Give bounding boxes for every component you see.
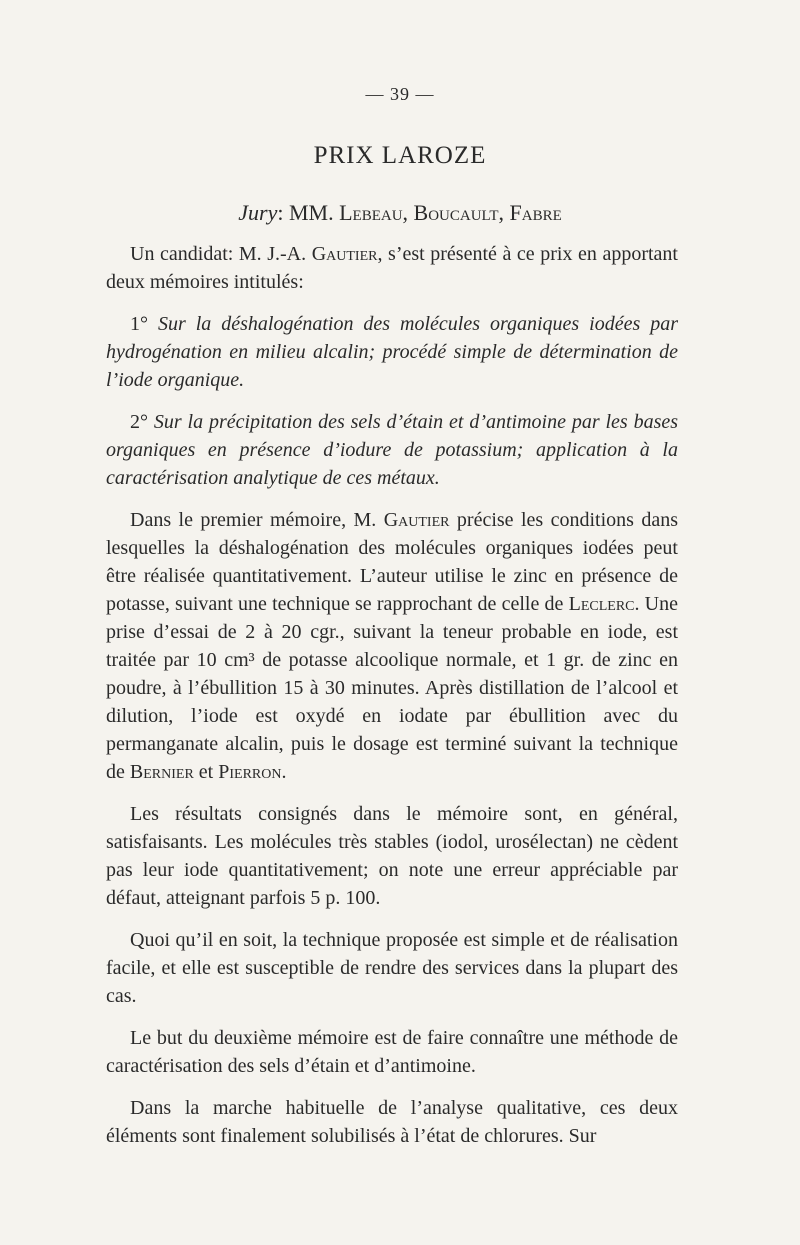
- author-name: Gautier: [311, 243, 378, 265]
- jury-line: Jury: MM. Lebeau, Boucault, Fabre: [238, 200, 562, 225]
- jury-label: Jury: [238, 200, 278, 225]
- paragraph-conclusion: Quoi qu’il en soit, la technique proposée est simple et de réalisation facile, et elle est susceptible de rendre des services dans la plupart des cas.: [106, 929, 678, 1007]
- memoir-1-title: 1° Sur la déshalogénation des molécules organiques iodées par hydrogénation en milieu alcalin; procédé simple de détermination de l’iode organique.: [106, 313, 679, 391]
- jury-member: Lebeau: [339, 200, 403, 225]
- page-number: — 39 —: [365, 84, 435, 104]
- paragraph-first-memoir: Dans le premier mémoire, M. Gautier précise les conditions dans lesquelles la déshalogénation des molécules organiques iodées peut être réalisée quantitativement. L’auteur utilise le zinc en présence de potasse, suivant une technique se rapprochant de celle de Leclerc. Une prise d’essai de 2 à 20 cgr., suivant la teneur probable en iode, est traitée par 10 cm³ de potasse alcoolique normale, et 1 gr. de zinc en poudre, à l’ébullition 15 à 30 minutes. Après distillation de l’alcool et dilution, l’iode est oxydé en iodate par ébullition avec du permanganate alcalin, puis le dosage est terminé suivant la technique de Bernier et Pierron.: [106, 509, 679, 783]
- intro-paragraph: Un candidat: M. J.-A. Gautier, s’est présenté à ce prix en apportant deux mémoires intitulés:: [106, 243, 678, 293]
- memoir-2-title: 2° Sur la précipitation des sels d’étain et d’antimoine par les bases organiques en présence d’iodure de potassium; application à la caractérisation analytique de ces métaux.: [106, 411, 679, 489]
- paragraph-analysis: Dans la marche habituelle de l’analyse qualitative, ces deux éléments sont finalement solubilisés à l’état de chlorures. Sur: [106, 1097, 678, 1147]
- section-title: PRIX LAROZE: [313, 142, 487, 169]
- jury-member: Boucault: [413, 200, 499, 225]
- jury-sep: : MM.: [277, 200, 340, 225]
- jury-member: Fabre: [509, 200, 562, 225]
- body-text: [106, 240, 678, 1164]
- paragraph-second-memoir: Le but du deuxième mémoire est de faire connaître une méthode de caractérisation des sels d’étain et d’antimoine.: [106, 1027, 678, 1077]
- paragraph-results: Les résultats consignés dans le mémoire sont, en général, satisfaisants. Les molécules très stables (iodol, urosélectan) ne cèdent pas leur iode quantitativement; on note une erreur appréciable par défaut, atteignant parfois 5 p. 100.: [106, 803, 678, 909]
